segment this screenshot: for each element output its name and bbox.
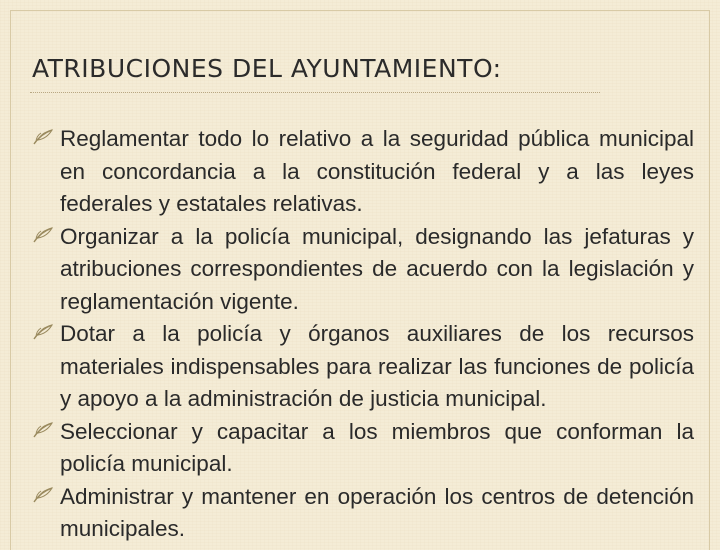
list-item: [32, 221, 694, 319]
bullet-text: Seleccionar y capacitar a los miembros que conforman la policía municipal.: [60, 418, 694, 476]
list-item: [32, 416, 694, 481]
bullet-list: [32, 123, 694, 546]
slide-title: ATRIBUCIONES DEL AYUNTAMIENTO:: [32, 54, 502, 83]
leaf-bullet-icon: [32, 421, 54, 439]
leaf-bullet-icon: [32, 323, 54, 341]
leaf-bullet-icon: [32, 226, 54, 244]
list-item: [32, 318, 694, 416]
leaf-bullet-icon: [32, 486, 54, 504]
bullet-text: Administrar y mantener en operación los centros de detención municipales.: [60, 483, 694, 541]
list-item: [32, 481, 694, 546]
bullet-text: Reglamentar todo lo relativo a la seguridad pública municipal en concordancia a la constitución federal y a las leyes federales y estatales relativas.: [60, 126, 694, 216]
leaf-bullet-icon: [32, 128, 54, 146]
bullet-text: Dotar a la policía y órganos auxiliares de los recursos materiales indispensables para realizar las funciones de policía y apoyo a la administración de justicia municipal.: [60, 321, 694, 411]
list-item: [32, 123, 694, 221]
bullet-text: Organizar a la policía municipal, designando las jefaturas y atribuciones correspondientes de acuerdo con la legislación y reglamentación vigente.: [60, 223, 694, 314]
title-divider: [30, 92, 600, 93]
